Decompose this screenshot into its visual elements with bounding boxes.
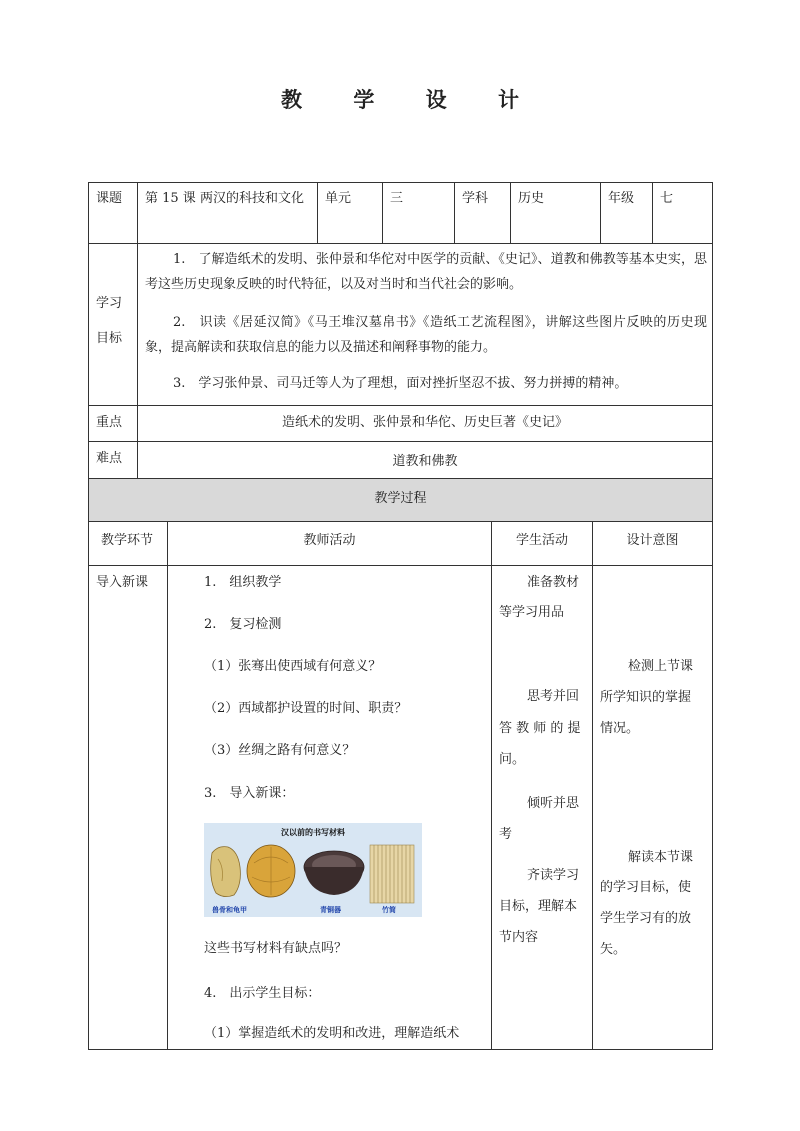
intent-line-6: 学生学习有的放 — [600, 911, 692, 926]
image-caption-bone: 兽骨和龟甲 — [212, 906, 247, 914]
unit-label: 单元 — [325, 191, 352, 206]
document-title: 教 学 设 计 — [281, 87, 541, 112]
teacher-item-6: 3. 导入新课： — [204, 786, 295, 801]
unit-value: 三 — [390, 191, 404, 206]
col-header-intent: 设计意图 — [626, 533, 679, 548]
intent-line-3: 情况。 — [600, 721, 640, 736]
teacher-item-3: （1）张骞出使西域有何意义？ — [204, 659, 382, 674]
topic-label: 课题 — [96, 191, 123, 206]
student-line-7: 考 — [499, 827, 513, 842]
student-line-5: 问。 — [499, 752, 526, 767]
teacher-item-4: （2）西域都护设置的时间、职责？ — [204, 701, 408, 716]
teacher-item-5: （3）丝绸之路有何意义？ — [204, 743, 356, 758]
col-header-student: 学生活动 — [515, 533, 568, 548]
intent-line-4: 解读本节课 — [628, 850, 694, 865]
student-line-4: 答 教 师 的 提 — [499, 721, 581, 736]
student-line-3: 思考并回 — [527, 689, 580, 704]
difficulties-value: 道教和佛教 — [392, 454, 458, 469]
teacher-item-2: 2. 复习检测 — [204, 617, 282, 632]
topic-value: 第 15 课 两汉的科技和文化 — [145, 191, 304, 206]
grade-label: 年级 — [608, 191, 635, 206]
image-caption-bronze: 青铜器 — [320, 906, 341, 914]
objectives-label-1: 学习 — [96, 296, 123, 311]
intent-line-7: 矢。 — [600, 942, 627, 957]
objective-item-1: 1. 了解造纸术的发明、张仲景和华佗对中医学的贡献、《史记》、道教和佛教等基本史实，思考这些历史现象反映的时代特征，以及对当时和当代社会的影响。 — [145, 252, 707, 292]
objective-item-2: 2. 识读《居延汉简》《马王堆汉墓帛书》《造纸工艺流程图》，讲解这些图片反映的历史现象，提高解读和获取信息的能力以及描述和阐释事物的能力。 — [145, 315, 707, 355]
intent-line-1: 检测上节课 — [628, 659, 694, 674]
objective-item-3: 3. 学习张仲景、司马迁等人为了理想，面对挫折坚忍不拔、努力拼搏的精神。 — [173, 376, 628, 391]
student-line-9: 目标，理解本 — [499, 899, 578, 914]
key-points-value: 造纸术的发明、张仲景和华佗、历史巨著《史记》 — [281, 415, 568, 430]
image-caption-bamboo: 竹简 — [382, 906, 396, 914]
key-points-label: 重点 — [96, 415, 123, 430]
writing-materials-illustration — [204, 823, 422, 917]
student-line-8: 齐读学习 — [527, 868, 580, 883]
image-title: 汉以前的书写材料 — [281, 828, 345, 837]
intent-line-2: 所学知识的掌握 — [600, 690, 692, 705]
subject-value: 历史 — [518, 191, 545, 206]
process-title: 教学过程 — [374, 491, 427, 506]
grade-value: 七 — [660, 191, 674, 206]
writing-materials-image — [204, 823, 422, 917]
student-line-6: 倾听并思 — [527, 796, 580, 811]
student-line-2: 等学习用品 — [499, 605, 565, 620]
teacher-item-7: 这些书写材料有缺点吗？ — [204, 941, 348, 956]
stage-value: 导入新课 — [96, 575, 149, 590]
teacher-item-1: 1. 组织教学 — [204, 575, 282, 590]
student-line-1: 准备教材 — [527, 575, 580, 590]
col-header-stage: 教学环节 — [101, 533, 154, 548]
col-header-teacher: 教师活动 — [303, 533, 356, 548]
intent-line-5: 的学习目标，使 — [600, 880, 692, 895]
subject-label: 学科 — [462, 191, 489, 206]
teacher-item-8: 4. 出示学生目标： — [204, 986, 321, 1001]
student-line-10: 节内容 — [499, 930, 539, 945]
objectives-label-2: 目标 — [96, 331, 123, 346]
teacher-item-9: （1）掌握造纸术的发明和改进，理解造纸术 — [204, 1026, 460, 1041]
difficulties-label: 难点 — [96, 451, 123, 466]
